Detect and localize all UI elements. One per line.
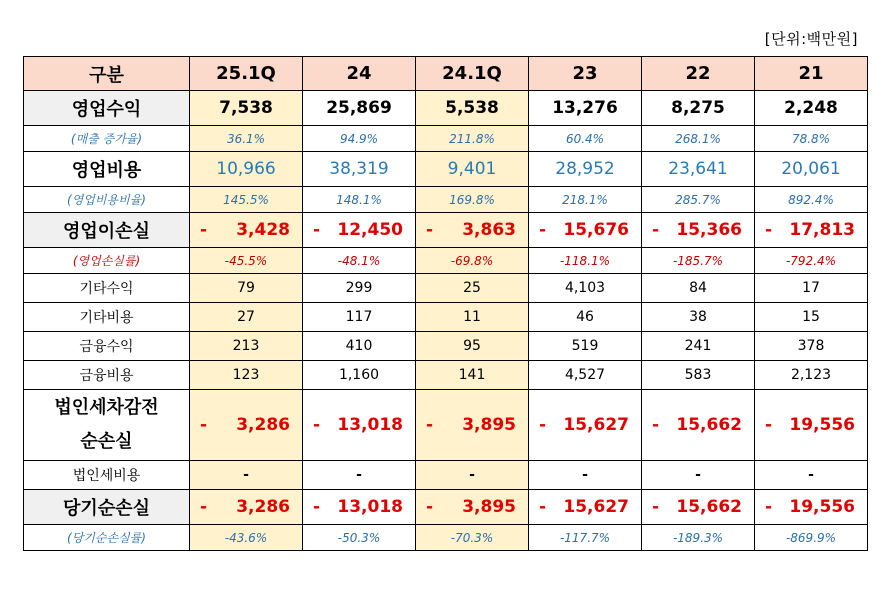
- table-cell: 95: [416, 332, 529, 361]
- table-cell: 27: [190, 303, 303, 332]
- table-cell: 378: [755, 332, 868, 361]
- table-cell: -70.3%: [416, 525, 529, 551]
- table-cell: [416, 490, 529, 525]
- table-cell: 169.8%: [416, 187, 529, 213]
- table-cell: 285.7%: [642, 187, 755, 213]
- table-row: [24, 91, 868, 126]
- table-cell: [416, 213, 529, 248]
- negative-sign: -: [200, 415, 208, 435]
- table-row: [24, 332, 868, 361]
- table-cell: 892.4%: [755, 187, 868, 213]
- table-cell: -869.9%: [755, 525, 868, 551]
- cell-value: 3,895: [462, 497, 516, 517]
- cell-value: 13,018: [337, 415, 403, 435]
- header-cell: 25.1Q: [190, 57, 303, 91]
- table-cell: [416, 390, 529, 461]
- cell-value: 15,627: [563, 415, 629, 435]
- table-cell: 7,538: [190, 91, 303, 126]
- table-cell: -: [529, 461, 642, 490]
- table-cell: 148.1%: [303, 187, 416, 213]
- table-cell: 25: [416, 274, 529, 303]
- header-cell: 23: [529, 57, 642, 91]
- table-cell: 9,401: [416, 152, 529, 187]
- table-cell: -50.3%: [303, 525, 416, 551]
- table-cell: 15: [755, 303, 868, 332]
- table-cell: 211.8%: [416, 126, 529, 152]
- table-cell: 410: [303, 332, 416, 361]
- table-cell: -: [190, 461, 303, 490]
- table-cell: [303, 213, 416, 248]
- table-row: [24, 303, 868, 332]
- cell-value: 17,813: [789, 220, 855, 240]
- cell-value: 3,863: [462, 220, 516, 240]
- table-cell: [529, 490, 642, 525]
- negative-sign: -: [200, 497, 208, 517]
- table-row: [24, 361, 868, 390]
- negative-sign: -: [313, 415, 321, 435]
- table-row: [24, 248, 868, 274]
- table-cell: 268.1%: [642, 126, 755, 152]
- negative-sign: -: [652, 497, 660, 517]
- table-cell: 519: [529, 332, 642, 361]
- table-row: [24, 274, 868, 303]
- negative-sign: -: [539, 415, 547, 435]
- table-row: [24, 525, 868, 551]
- row-label: 금융수익: [24, 332, 190, 361]
- row-label: (당기순손실률): [24, 525, 190, 551]
- cell-value: 13,018: [337, 497, 403, 517]
- table-cell: -69.8%: [416, 248, 529, 274]
- table-row: [24, 152, 868, 187]
- table-cell: 213: [190, 332, 303, 361]
- negative-sign: -: [652, 220, 660, 240]
- table-cell: 218.1%: [529, 187, 642, 213]
- table-cell: 2,123: [755, 361, 868, 390]
- table-cell: 78.8%: [755, 126, 868, 152]
- table-cell: 11: [416, 303, 529, 332]
- table-cell: 117: [303, 303, 416, 332]
- cell-value: 3,428: [236, 220, 290, 240]
- table-cell: 38: [642, 303, 755, 332]
- header-cell: 24.1Q: [416, 57, 529, 91]
- negative-sign: -: [765, 497, 773, 517]
- cell-value: 15,662: [676, 415, 742, 435]
- table-cell: -: [416, 461, 529, 490]
- table-row: [24, 490, 868, 525]
- negative-sign: -: [539, 220, 547, 240]
- table-cell: -48.1%: [303, 248, 416, 274]
- table-cell: [190, 390, 303, 461]
- cell-value: 19,556: [789, 415, 855, 435]
- table-row: [24, 213, 868, 248]
- table-cell: 84: [642, 274, 755, 303]
- table-row: [24, 126, 868, 152]
- cell-value: 15,627: [563, 497, 629, 517]
- table-cell: [529, 213, 642, 248]
- table-cell: [303, 490, 416, 525]
- table-cell: -792.4%: [755, 248, 868, 274]
- negative-sign: -: [765, 220, 773, 240]
- table-cell: 145.5%: [190, 187, 303, 213]
- table-cell: 299: [303, 274, 416, 303]
- table-cell: [190, 490, 303, 525]
- table-cell: 20,061: [755, 152, 868, 187]
- table-cell: 4,103: [529, 274, 642, 303]
- table-cell: [642, 490, 755, 525]
- table-row: [24, 187, 868, 213]
- table-row: [24, 461, 868, 490]
- table-cell: 94.9%: [303, 126, 416, 152]
- row-label: 당기순손실: [24, 490, 190, 525]
- row-label: (매출 증가율): [24, 126, 190, 152]
- negative-sign: -: [765, 415, 773, 435]
- table-cell: 38,319: [303, 152, 416, 187]
- table-cell: [303, 390, 416, 461]
- negative-sign: -: [313, 497, 321, 517]
- negative-sign: -: [652, 415, 660, 435]
- table-cell: -: [642, 461, 755, 490]
- table-cell: 583: [642, 361, 755, 390]
- table-cell: 79: [190, 274, 303, 303]
- row-label: 기타수익: [24, 274, 190, 303]
- table-cell: -185.7%: [642, 248, 755, 274]
- table-cell: [755, 490, 868, 525]
- table-cell: [755, 390, 868, 461]
- cell-value: 3,286: [236, 497, 290, 517]
- negative-sign: -: [426, 220, 434, 240]
- header-row: [24, 57, 868, 91]
- table-cell: [190, 213, 303, 248]
- cell-value: 15,366: [676, 220, 742, 240]
- table-cell: -: [755, 461, 868, 490]
- table-cell: -43.6%: [190, 525, 303, 551]
- table-cell: 36.1%: [190, 126, 303, 152]
- table-cell: 17: [755, 274, 868, 303]
- table-cell: 1,160: [303, 361, 416, 390]
- cell-value: 15,676: [563, 220, 629, 240]
- table-cell: [642, 213, 755, 248]
- header-cell: 21: [755, 57, 868, 91]
- row-label: 영업비용: [24, 152, 190, 187]
- row-label: 법인세비용: [24, 461, 190, 490]
- row-label: (영업손실률): [24, 248, 190, 274]
- row-label: 금융비용: [24, 361, 190, 390]
- table-cell: -118.1%: [529, 248, 642, 274]
- cell-value: 3,895: [462, 415, 516, 435]
- table-cell: [755, 213, 868, 248]
- cell-value: 15,662: [676, 497, 742, 517]
- row-label-line: 순손실: [80, 431, 133, 452]
- table-cell: -189.3%: [642, 525, 755, 551]
- table-cell: 241: [642, 332, 755, 361]
- negative-sign: -: [426, 415, 434, 435]
- table-cell: -: [303, 461, 416, 490]
- table-cell: 141: [416, 361, 529, 390]
- cell-value: 19,556: [789, 497, 855, 517]
- table-cell: 10,966: [190, 152, 303, 187]
- header-cell: 구분: [24, 57, 190, 91]
- table-cell: [642, 390, 755, 461]
- table-cell: 4,527: [529, 361, 642, 390]
- cell-value: 3,286: [236, 415, 290, 435]
- negative-sign: -: [426, 497, 434, 517]
- cell-value: 12,450: [337, 220, 403, 240]
- table-row: [24, 390, 868, 461]
- row-label: 영업이손실: [24, 213, 190, 248]
- table-cell: 123: [190, 361, 303, 390]
- negative-sign: -: [539, 497, 547, 517]
- table-cell: 8,275: [642, 91, 755, 126]
- negative-sign: -: [200, 220, 208, 240]
- unit-label: [단위:백만원]: [764, 30, 858, 48]
- table-cell: 23,641: [642, 152, 755, 187]
- row-label: 영업수익: [24, 91, 190, 126]
- header-cell: 22: [642, 57, 755, 91]
- table-cell: 60.4%: [529, 126, 642, 152]
- table-cell: -117.7%: [529, 525, 642, 551]
- table-cell: 46: [529, 303, 642, 332]
- row-label: [24, 390, 190, 461]
- row-label-line: 법인세차감전: [54, 397, 159, 418]
- table-cell: 13,276: [529, 91, 642, 126]
- table-cell: 2,248: [755, 91, 868, 126]
- row-label: (영업비용비율): [24, 187, 190, 213]
- table-cell: 28,952: [529, 152, 642, 187]
- table-cell: 5,538: [416, 91, 529, 126]
- row-label: 기타비용: [24, 303, 190, 332]
- financial-table: [23, 56, 868, 551]
- table-cell: 25,869: [303, 91, 416, 126]
- negative-sign: -: [313, 220, 321, 240]
- header-cell: 24: [303, 57, 416, 91]
- table-cell: [529, 390, 642, 461]
- table-cell: -45.5%: [190, 248, 303, 274]
